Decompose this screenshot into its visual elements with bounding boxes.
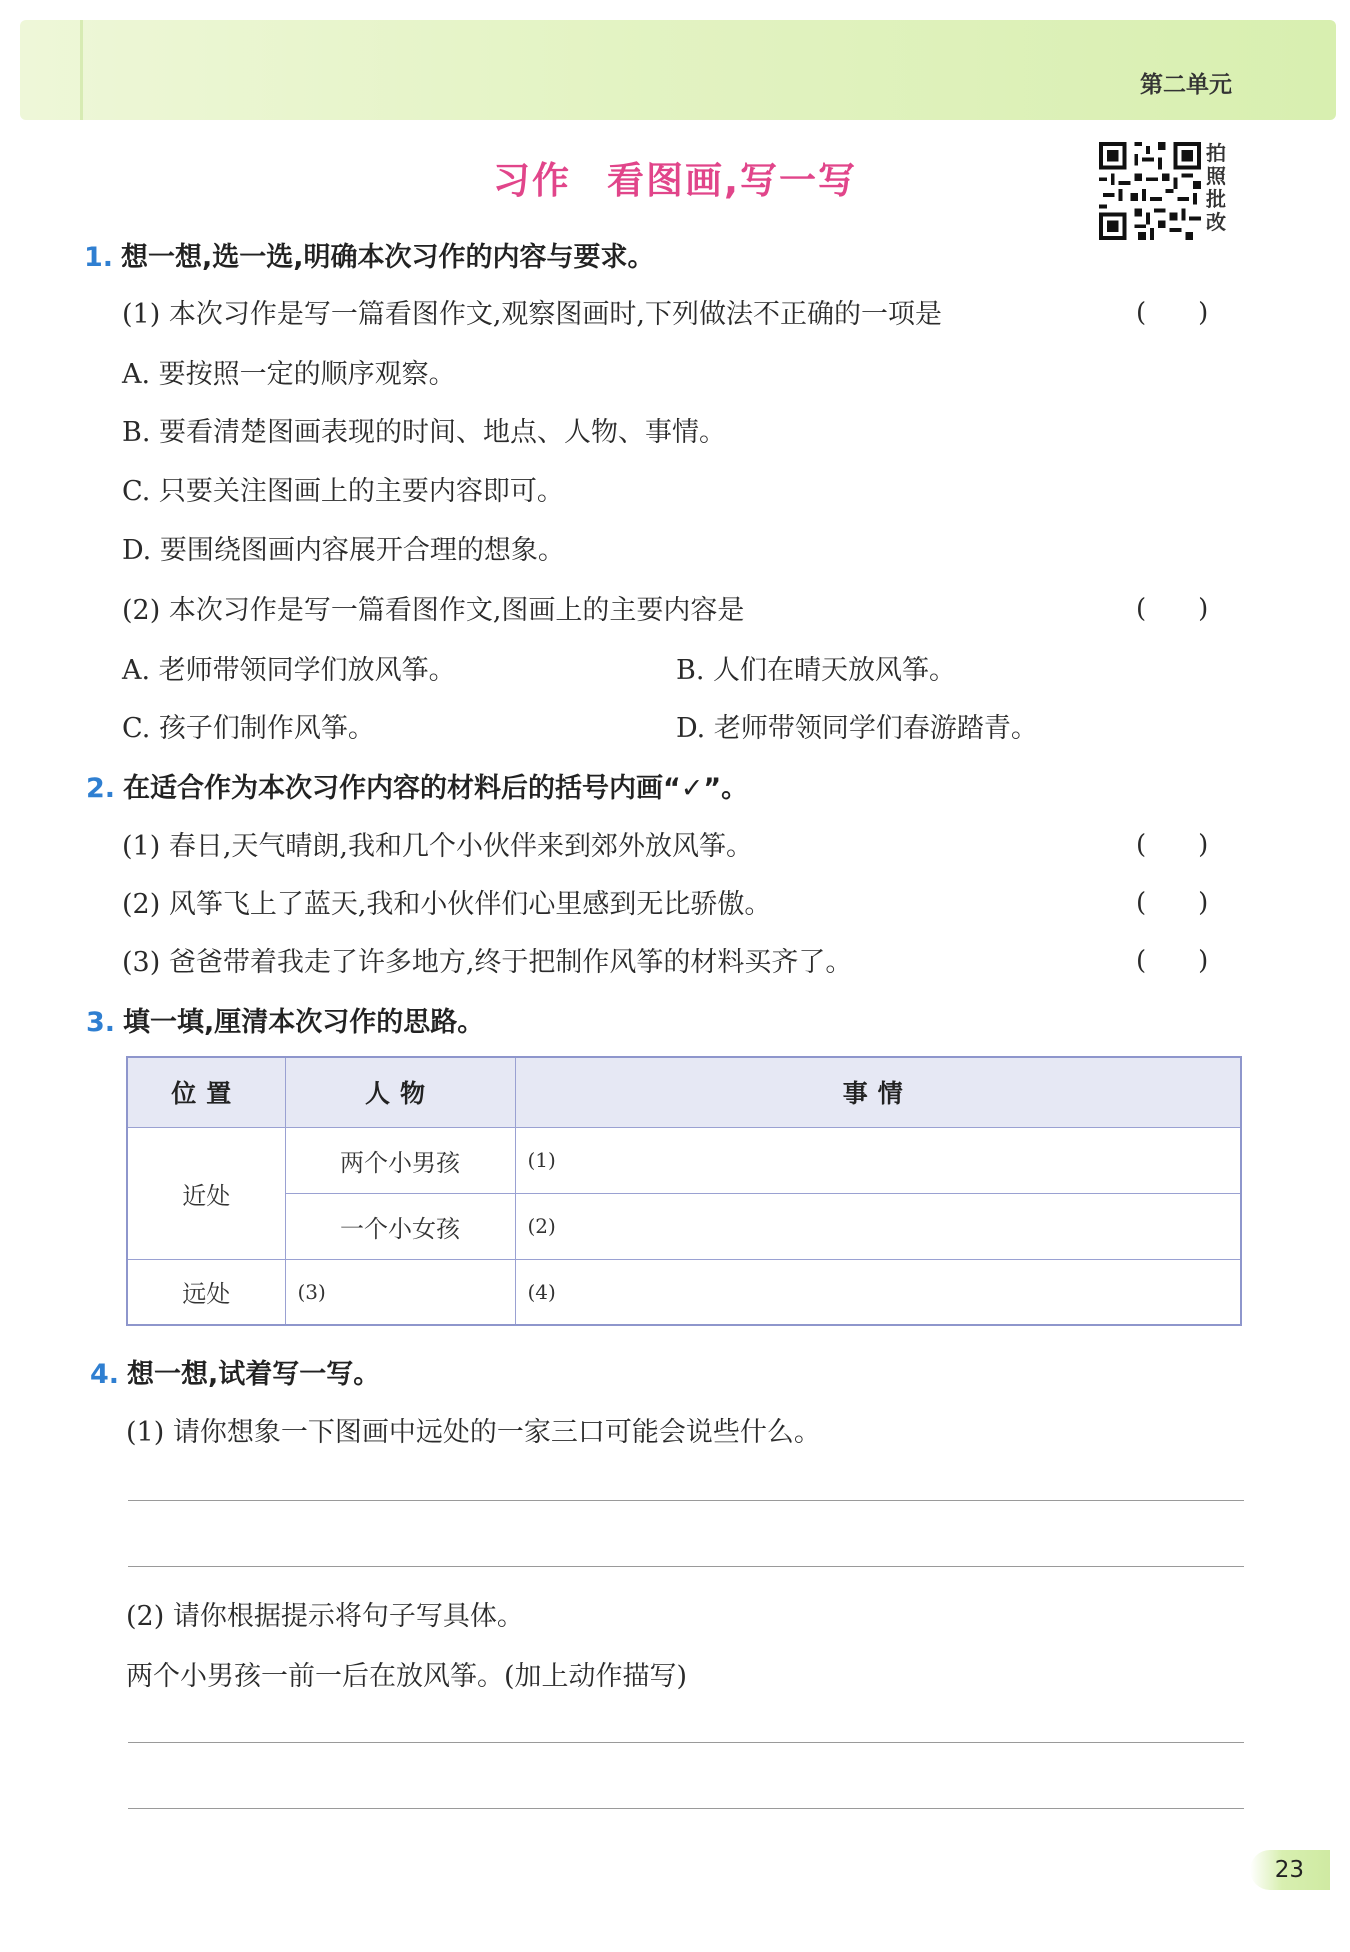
header-people: 人物 (285, 1057, 515, 1127)
writing-line[interactable] (128, 1500, 1244, 1501)
q1-heading: 1. 想一想,选一选,明确本次习作的内容与要求。 (84, 242, 655, 273)
title-part2: 看图画,写一写 (606, 159, 858, 202)
q1-sub1: (1) 本次习作是写一篇看图作文,观察图画时,下列做法不正确的一项是 (122, 299, 942, 330)
q4-sub2: (2) 请你根据提示将句子写具体。 (126, 1601, 524, 1632)
cell-far: 远处 (127, 1259, 285, 1325)
unit-label: 第二单元 (1140, 72, 1232, 98)
answer-blank[interactable]: ( ) (1136, 594, 1209, 624)
qr-caption: 拍 照 批 改 (1206, 141, 1226, 234)
q1-2-option-d: D. 老师带领同学们春游踏青。 (676, 713, 1038, 744)
q1-sub2: (2) 本次习作是写一篇看图作文,图画上的主要内容是 (122, 595, 745, 626)
cell-near: 近处 (127, 1127, 285, 1259)
blank-3[interactable]: (3) (285, 1259, 515, 1325)
writing-line[interactable] (128, 1808, 1244, 1809)
blank-2[interactable]: (2) (515, 1193, 1241, 1259)
blank-4[interactable]: (4) (515, 1259, 1241, 1325)
cell-boys: 两个小男孩 (285, 1127, 515, 1193)
q3-heading: 3. 填一填,厘清本次习作的思路。 (86, 1007, 485, 1038)
q1-option-a: A. 要按照一定的顺序观察。 (122, 359, 456, 390)
margin-rule (80, 20, 83, 120)
answer-blank[interactable]: ( ) (1136, 946, 1209, 976)
answer-blank[interactable]: ( ) (1136, 298, 1209, 328)
q2-item-1: (1) 春日,天气晴朗,我和几个小伙伴来到郊外放风筝。 (122, 831, 753, 862)
answer-blank[interactable]: ( ) (1136, 888, 1209, 918)
q1-2-option-b: B. 人们在晴天放风筝。 (676, 655, 957, 686)
cell-girl: 一个小女孩 (285, 1193, 515, 1259)
qr-code-icon[interactable] (1098, 142, 1202, 240)
table-row (127, 1127, 1241, 1193)
q2-item-3: (3) 爸爸带着我走了许多地方,终于把制作风筝的材料买齐了。 (122, 947, 853, 978)
q4-heading: 4. 想一想,试着写一写。 (90, 1359, 381, 1390)
writing-line[interactable] (128, 1566, 1244, 1567)
q1-option-b: B. 要看清楚图画表现的时间、地点、人物、事情。 (122, 417, 727, 448)
table-row (127, 1259, 1241, 1325)
header-events: 事情 (515, 1057, 1241, 1127)
q1-2-option-a: A. 老师带领同学们放风筝。 (122, 655, 456, 686)
page-number: 23 (1250, 1850, 1330, 1890)
q1-2-option-c: C. 孩子们制作风筝。 (122, 713, 375, 744)
q2-item-2: (2) 风筝飞上了蓝天,我和小伙伴们心里感到无比骄傲。 (122, 889, 772, 920)
table-header-row (127, 1057, 1241, 1127)
blank-1[interactable]: (1) (515, 1127, 1241, 1193)
table-row (127, 1193, 1241, 1259)
title-part1: 习作 (492, 159, 571, 202)
outline-table (126, 1056, 1242, 1326)
header-position: 位置 (127, 1057, 285, 1127)
writing-line[interactable] (128, 1742, 1244, 1743)
header-band (20, 20, 1336, 120)
q2-heading: 2. 在适合作为本次习作内容的材料后的括号内画“✓”。 (86, 773, 749, 804)
q4-prompt: 两个小男孩一前一后在放风筝。(加上动作描写) (126, 1661, 688, 1692)
q4-sub1: (1) 请你想象一下图画中远处的一家三口可能会说些什么。 (126, 1417, 821, 1448)
q1-option-c: C. 只要关注图画上的主要内容即可。 (122, 476, 564, 507)
q1-option-d: D. 要围绕图画内容展开合理的想象。 (122, 535, 565, 566)
answer-blank[interactable]: ( ) (1136, 830, 1209, 860)
